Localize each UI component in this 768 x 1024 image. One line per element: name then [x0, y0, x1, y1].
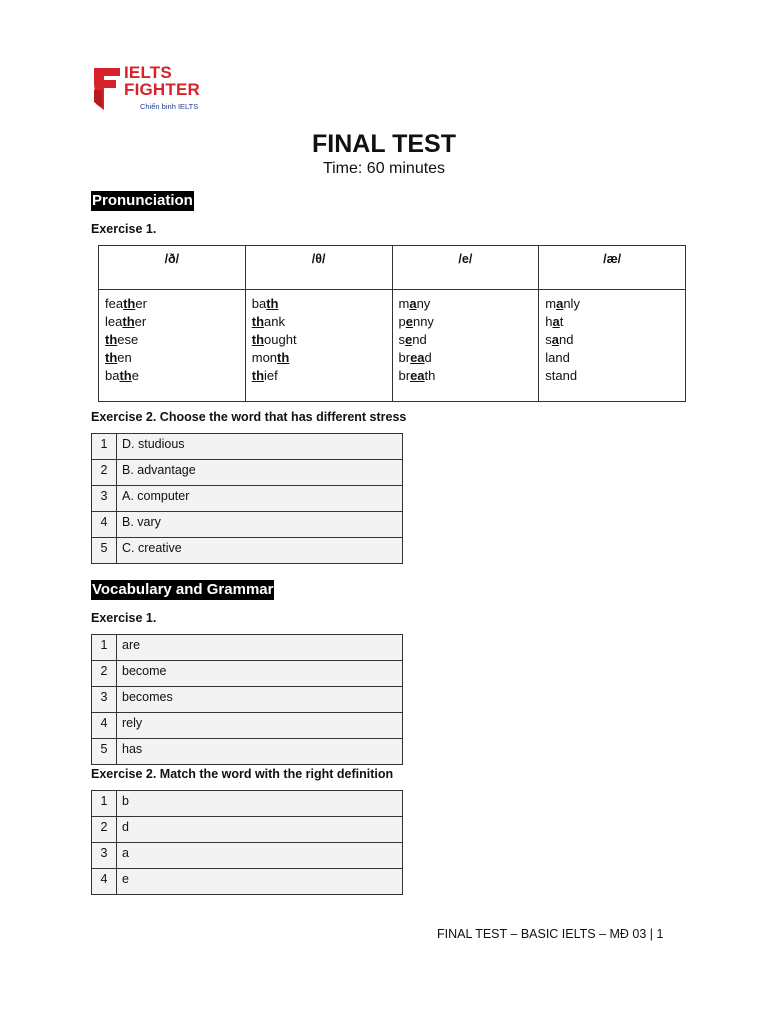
word-part: ought [264, 332, 297, 347]
answer-cell: has [117, 739, 403, 765]
word-part: er [135, 296, 147, 311]
question-number: 1 [92, 635, 117, 661]
example-word [545, 295, 679, 313]
word-part: s [398, 332, 405, 347]
fighter-emblem-icon [92, 64, 122, 112]
logo-text-ielts: IELTS [124, 63, 172, 82]
example-word [105, 349, 239, 367]
highlighted-sound: ea [410, 350, 425, 365]
highlighted-sound: a [551, 332, 559, 347]
word-part: p [398, 314, 406, 329]
section-heading-pronunciation: Pronunciation [92, 192, 193, 209]
phoneme-header: /æ/ [539, 246, 686, 290]
table-row [92, 434, 403, 460]
answer-cell: are [117, 635, 403, 661]
page-footer: FINAL TEST – BASIC IELTS – MĐ 03 | 1 [437, 927, 664, 941]
word-part: nd [412, 332, 427, 347]
example-word [252, 367, 386, 385]
page-title: FINAL TEST [312, 130, 456, 158]
word-part: t [559, 314, 564, 329]
answer-cell: A. computer [117, 486, 403, 512]
word-part: land [545, 350, 570, 365]
table-row [92, 817, 403, 843]
question-number: 4 [92, 512, 117, 538]
logo-text-fighter: FIGHTER [124, 80, 201, 99]
example-word [545, 331, 679, 349]
example-word [545, 313, 679, 331]
ielts-fighter-logo [92, 64, 244, 114]
table-row [92, 843, 403, 869]
highlighted-sound: th [105, 350, 118, 365]
word-part: d [424, 350, 432, 365]
highlighted-sound: th [122, 314, 135, 329]
answer-cell: become [117, 661, 403, 687]
highlighted-sound: a [556, 296, 564, 311]
word-part: ny [416, 296, 431, 311]
example-word [399, 349, 533, 367]
word-part: mon [251, 350, 278, 365]
question-number: 5 [92, 739, 117, 765]
word-part: nd [558, 332, 574, 347]
table-row [92, 739, 403, 765]
question-number: 1 [92, 434, 117, 460]
example-word [399, 367, 533, 385]
section-heading-vocabulary-grammar: Vocabulary and Grammar [92, 581, 274, 598]
highlighted-sound: th [266, 296, 279, 311]
example-word [399, 313, 533, 331]
example-word [252, 331, 386, 349]
vocab-exercise2-label: Exercise 2. Match the word with the right definition [91, 767, 394, 781]
word-part: en [117, 350, 132, 365]
highlighted-sound: th [251, 314, 265, 329]
question-number: 1 [92, 791, 117, 817]
table-row [92, 460, 403, 486]
answer-cell: b [117, 791, 403, 817]
pronunciation-exercise2-label: Exercise 2. Choose the word that has different stress [91, 410, 407, 424]
word-part: lea [105, 314, 123, 329]
question-number: 4 [92, 869, 117, 895]
example-word [252, 295, 386, 313]
question-number: 2 [92, 817, 117, 843]
answer-cell: d [117, 817, 403, 843]
highlighted-sound: e [405, 314, 413, 329]
question-number: 3 [92, 486, 117, 512]
table-row [92, 538, 403, 564]
highlighted-sound: th [123, 296, 136, 311]
answer-cell: e [117, 869, 403, 895]
stress-answer-table [91, 433, 403, 564]
example-word [399, 331, 533, 349]
answer-cell: C. creative [117, 538, 403, 564]
phoneme-header: /θ/ [245, 246, 392, 290]
example-word [105, 295, 239, 313]
page-subtitle: Time: 60 minutes [322, 160, 446, 177]
question-number: 3 [92, 687, 117, 713]
answer-cell: B. advantage [117, 460, 403, 486]
question-number: 5 [92, 538, 117, 564]
example-word [399, 295, 533, 313]
answer-cell: rely [117, 713, 403, 739]
pronunciation-exercise1-label: Exercise 1. [91, 222, 157, 236]
question-number: 2 [92, 460, 117, 486]
word-part: ank [264, 314, 285, 329]
vocab-exercise1-label: Exercise 1. [91, 611, 157, 625]
highlighted-sound: th [105, 332, 118, 347]
question-number: 3 [92, 843, 117, 869]
answer-cell: becomes [117, 687, 403, 713]
phoneme-word-list [392, 290, 539, 402]
highlighted-sound: a [552, 314, 560, 329]
word-part: ese [117, 332, 139, 347]
word-part: m [398, 296, 410, 311]
question-number: 2 [92, 661, 117, 687]
table-row [92, 713, 403, 739]
highlighted-sound: ea [410, 368, 425, 383]
phoneme-header: /ð/ [99, 246, 246, 290]
phoneme-word-list [99, 290, 246, 402]
table-row [92, 512, 403, 538]
word-part: er [134, 314, 147, 329]
word-part: stand [545, 368, 578, 383]
phoneme-header: /e/ [392, 246, 539, 290]
logo-tagline: Chiến binh IELTS [140, 102, 199, 111]
word-part: fea [105, 296, 124, 311]
table-row [92, 687, 403, 713]
example-word [105, 331, 239, 349]
table-row [92, 661, 403, 687]
word-part: br [398, 368, 411, 383]
table-row [92, 635, 403, 661]
word-part: h [545, 314, 553, 329]
phoneme-word-list [245, 290, 392, 402]
table-row [92, 791, 403, 817]
highlighted-sound: th [251, 368, 265, 383]
word-part: e [131, 368, 139, 383]
phonetics-table [98, 245, 686, 402]
highlighted-sound: th [277, 350, 290, 365]
highlighted-sound: th [251, 332, 265, 347]
word-part: ba [105, 368, 120, 383]
word-part: br [398, 350, 411, 365]
match-answer-table [91, 790, 403, 895]
word-part: m [545, 296, 557, 311]
word-part: ief [264, 368, 278, 383]
question-number: 4 [92, 713, 117, 739]
example-word [105, 367, 239, 385]
answer-cell: a [117, 843, 403, 869]
phoneme-word-list [539, 290, 686, 402]
highlighted-sound: a [409, 296, 417, 311]
highlighted-sound: e [405, 332, 413, 347]
example-word [545, 367, 679, 385]
word-part: nly [563, 296, 580, 311]
example-word [252, 313, 386, 331]
example-word [545, 349, 679, 367]
vocab-answer-table [91, 634, 403, 765]
answer-cell: B. vary [117, 512, 403, 538]
word-part: ba [251, 296, 267, 311]
answer-cell: D. studious [117, 434, 403, 460]
example-word [105, 313, 239, 331]
word-part: th [424, 368, 436, 383]
table-row [92, 869, 403, 895]
word-part: s [545, 332, 552, 347]
table-row [92, 486, 403, 512]
example-word [252, 349, 386, 367]
word-part: nny [412, 314, 434, 329]
highlighted-sound: th [119, 368, 132, 383]
